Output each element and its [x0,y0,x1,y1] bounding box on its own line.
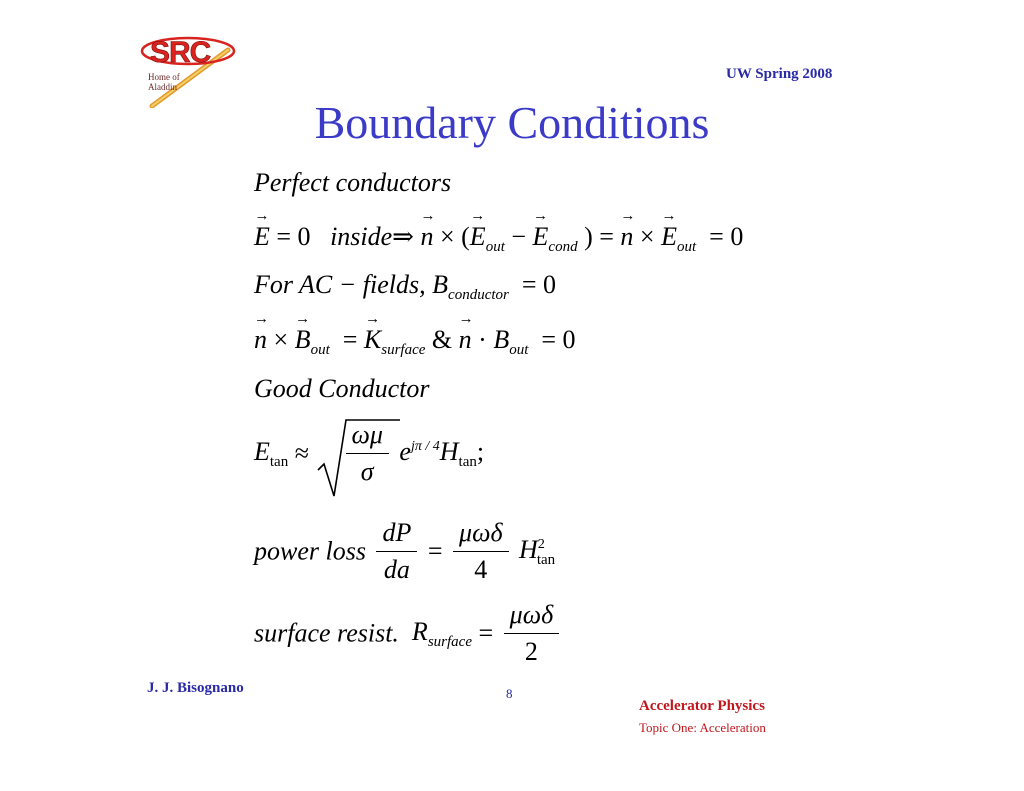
equation-surface-resistance: surface resist. $R_{surface}$ = $\frac{\text{μωδ}}{2}$ [254,600,563,667]
equation-power-loss: power loss $\frac{dP}{da}$ = $\frac{\text{μωδ}}{4}$ $H^2_{tan}$ [254,518,556,584]
header-date: UW Spring 2008 [726,66,833,82]
equation-surface-current: → n × → $B_{out}$ = → $K_{surface}$ & → $n \cdot B_{out} = 0$ [254,325,576,359]
equation-e-tangential: $E_{tan}$ ≈ $\frac{\omega\mu}{\sigma}$ $e^{j\pi / 4}H_{tan}$; [254,420,484,487]
footer-topic: Topic One: Acceleration [639,720,766,735]
slide-title: Boundary Conditions [314,97,710,148]
page-number: 8 [506,686,513,701]
footer-course: Accelerator Physics [639,698,765,714]
svg-text:SRC: SRC [150,36,211,69]
svg-text:Home of: Home of [148,72,180,82]
equation-ac-fields: For AC − fields, $B_{conductor} = 0$ [254,270,557,303]
equation-e-inside: → E = 0 inside⇒ → n × (→ $E_{out}$ − → $E_{cond}$ ) = → n × → $E_{out} = 0$ [254,222,743,256]
perfect-conductors-heading: Perfect conductors [254,168,452,197]
svg-text:Aladdin: Aladdin [148,82,177,92]
good-conductor-heading: Good Conductor [254,374,430,403]
footer-author: J. J. Bisognano [147,680,244,696]
square-root: $\frac{\omega\mu}{\sigma}$ [316,420,393,487]
